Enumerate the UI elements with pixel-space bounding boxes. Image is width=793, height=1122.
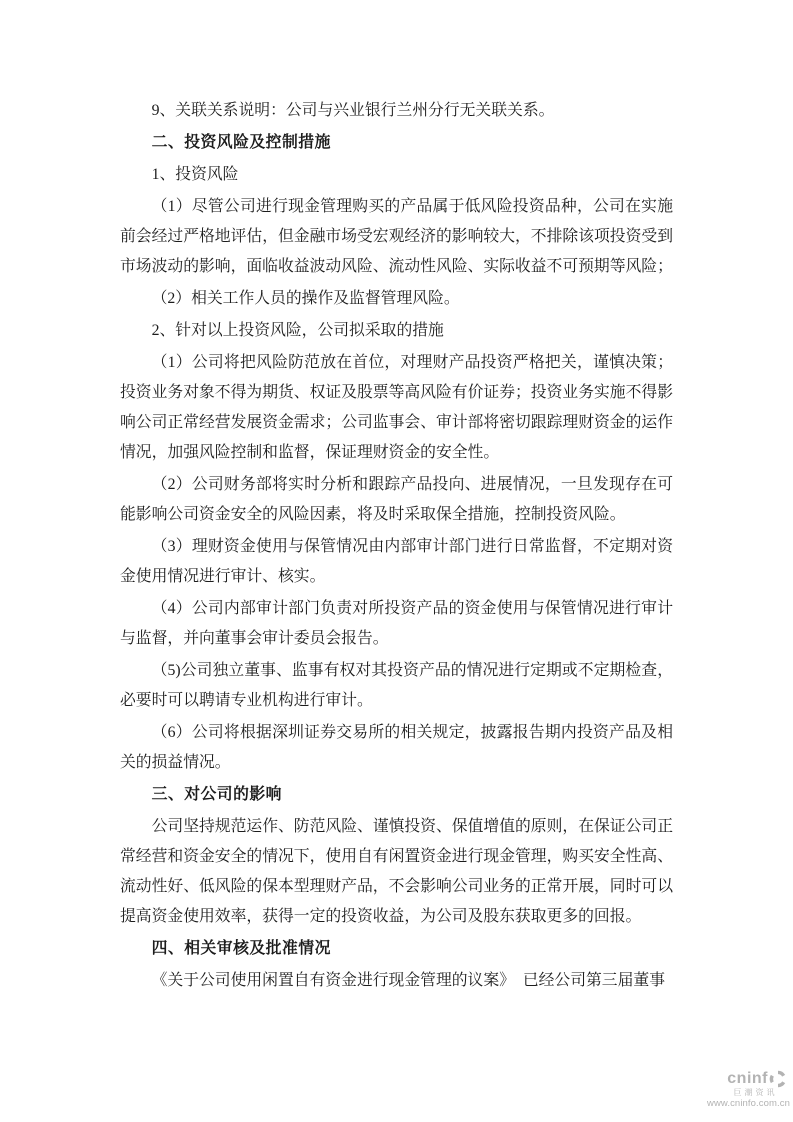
document-body (120, 96, 673, 998)
paragraph: 9、关联关系说明：公司与兴业银行兰州分行无关联关系。 (151, 102, 555, 119)
paragraph: 《关于公司使用闲置自有资金进行现金管理的议案》 已经公司第三届董事 (151, 972, 665, 989)
section-heading: 二、投资风险及控制措施 (151, 134, 331, 151)
cninfo-url: www.cninfo.com.cn (706, 1097, 790, 1109)
paragraph: 1、投资风险 (151, 166, 239, 183)
paragraph: （1）公司将把风险防范放在首位，对理财产品投资严格把关，谨慎决策；投资业务对象不得为期货、权证及股票等高风险有价证券；投资业务实施不得影响公司正常经营发展资金需求；公司监事会、审计部将密切跟踪理财资金的运作情况，加强风险控制和监督，保证理财资金的安全性。 (120, 354, 673, 461)
paragraph: 公司坚持规范运作、防范风险、谨慎投资、保值增值的原则，在保证公司正常经营和资金安全的情况下，使用自有闲置资金进行现金管理，购买安全性高、流动性好、低风险的保本型理财产品，不会影响公司业务的正常开展，同时可以提高资金使用效率，获得一定的投资收益，为公司及股东获取更多的回报。 (120, 818, 673, 925)
section-heading: 三、对公司的影响 (151, 786, 282, 803)
cninfo-brand-row (707, 1070, 790, 1088)
paragraph: （1）尽管公司进行现金管理购买的产品属于低风险投资品种，公司在实施前会经过严格地评估，但金融市场受宏观经济的影响较大，不排除该项投资受到市场波动的影响，面临收益波动风险、流动性风险、实际收益不可预期等风险； (120, 198, 673, 275)
paragraph: 2、针对以上投资风险，公司拟采取的措施 (151, 322, 444, 339)
paragraph: （3）理财资金使用与保管情况由内部审计部门进行日常监督，不定期对资金使用情况进行审计、核实。 (120, 538, 673, 585)
paragraph: （5)公司独立董事、监事有权对其投资产品的情况进行定期或不定期检查，必要时可以聘请专业机构进行审计。 (120, 662, 673, 709)
cninfo-logo-text: cninf (727, 1069, 768, 1087)
paragraph: （2）公司财务部将实时分析和跟踪产品投向、进展情况，一旦发现存在可能影响公司资金安全的风险因素，将及时采取保全措施，控制投资风险。 (120, 476, 673, 523)
paragraph: （4）公司内部审计部门负责对所投资产品的资金使用与保管情况进行审计与监督，并向董事会审计委员会报告。 (120, 600, 673, 647)
paragraph: （2）相关工作人员的操作及监督管理风险。 (151, 290, 460, 307)
section-heading: 四、相关审核及批准情况 (151, 940, 331, 957)
cninfo-watermark (707, 1070, 790, 1110)
cninfo-swirl-icon (769, 1070, 787, 1088)
cninfo-chinese-name: 巨潮资讯 (733, 1087, 778, 1097)
paragraph: （6）公司将根据深圳证券交易所的相关规定，披露报告期内投资产品及相关的损益情况。 (120, 724, 673, 771)
